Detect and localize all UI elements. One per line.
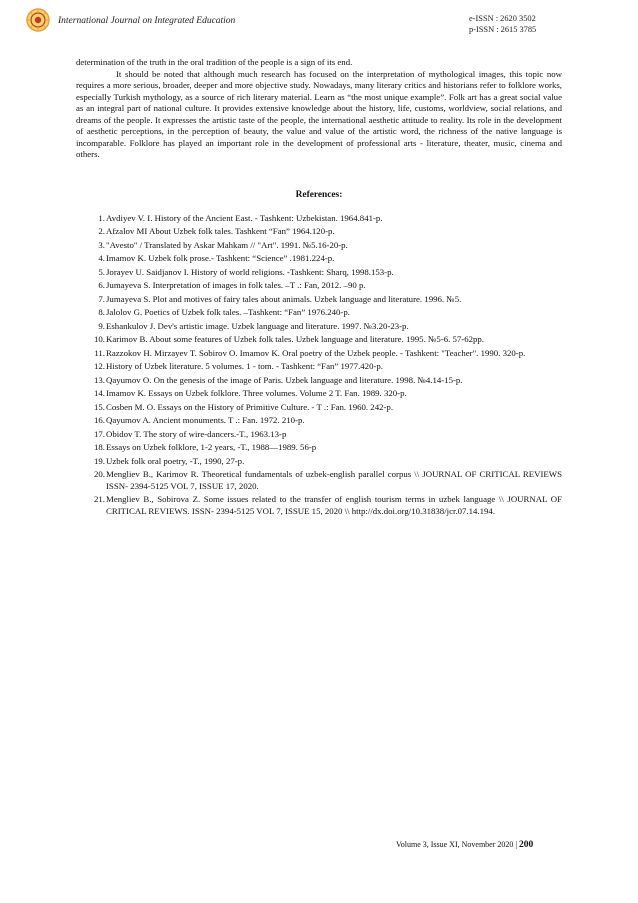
reference-number: 13. (94, 374, 105, 385)
reference-number: 2. (98, 226, 105, 236)
reference-text: Essays on Uzbek folklore, 1-2 years, -T., 1988—1989. 56-p (106, 442, 317, 452)
reference-number: 20. (94, 469, 105, 479)
volume-info: Volume 3, Issue XI, November 2020 | (396, 840, 517, 849)
reference-item (76, 280, 562, 292)
reference-text: Qayumov A. Ancient monuments. T .: Fan. 1972. 210-p. (106, 415, 305, 425)
main-content (76, 57, 562, 519)
reference-number: 7. (98, 293, 105, 304)
reference-text: Karimov B. About some features of Uzbek folk tales. Uzbek language and literature. 1995. №5-6. 57-62pp. (106, 334, 485, 344)
reference-item (76, 307, 562, 319)
references-heading: References: (295, 189, 343, 200)
reference-number: 16. (94, 415, 105, 425)
reference-item (76, 429, 562, 441)
reference-text: Qayumov O. On the genesis of the image of Paris. Uzbek language and literature. 1998. №4.14-15-p. (106, 374, 463, 385)
page-footer (396, 840, 533, 850)
reference-text: Cosben M. O. Essays on the History of Primitive Culture. - T .: Fan. 1960. 242-p. (106, 401, 394, 412)
body-paragraph-2: It should be noted that although much research has focused on the interpretation of mythological images, this topic now requires a more serious, broader, deeper and more objective study. Nowadays, many literary critics and historians refer to folklore works, especially Turkish mythology, as a source of rich literary material. Learn as “the most unique example”. Folk art has a great social value as an integral part of national culture. It provides extensive knowledge about the history, life, customs, worldview, social relations, and dreams of the people. It expresses the artistic taste of the people, the international aesthetic attitude to reality. Its role in the development of aesthetic perceptions, in the perception of beauty, the value and value of the artistic word, the richness of the native language is incomparable. Folklore has played an important role in the development of professional arts - literature, theater, music, cinema and others. (76, 68, 562, 159)
reference-number: 19. (94, 455, 105, 466)
reference-text: Afzalov MI About Uzbek folk tales. Tashkent “Fan” 1964.120-p. (106, 226, 335, 236)
reference-number: 15. (94, 401, 105, 412)
reference-item (76, 213, 562, 225)
reference-item (76, 267, 562, 279)
reference-text: Imamov K. Uzbek folk prose.- Tashkent: “Science” .1981.224-p. (106, 253, 335, 263)
reference-item (76, 375, 562, 387)
reference-item (76, 294, 562, 306)
reference-item (76, 456, 562, 468)
reference-number: 5. (98, 266, 105, 277)
body-paragraph-1: determination of the truth in the oral tradition of the people is a sign of its end. (76, 57, 353, 67)
reference-text: Eshankulov J. Dev's artistic image. Uzbek language and literature. 1997. №3.20-23-p. (106, 320, 409, 331)
reference-text: Jalolov G. Poetics of Uzbek folk tales. –Tashkent: “Fan” 1976.240-p. (106, 307, 350, 317)
journal-logo-icon (26, 8, 50, 32)
reference-item (76, 361, 562, 373)
reference-item (76, 226, 562, 238)
issn-block (469, 13, 536, 35)
reference-number: 12. (94, 361, 105, 371)
reference-item (76, 253, 562, 265)
reference-item (76, 415, 562, 427)
reference-text: Razzokov H. Mirzayev T. Sobirov O. Imamov K. Oral poetry of the Uzbek people. - Tashkent: "Teacher". 1990. 320-p. (106, 347, 526, 358)
reference-text: Jumayeva S. Interpretation of images in folk tales. –T .: Fan, 2012. –90 p. (106, 280, 366, 290)
reference-item (76, 442, 562, 454)
reference-text: Mengliev B., Karimov R. Theoretical fundamentals of uzbek-english parallel corpus \\ JOURNAL OF CRITICAL REVIEWS ISSN- 2394-5125 VOL 7, ISSUE 17, 2020. (106, 469, 562, 491)
pissn: p-ISSN : 2615 3785 (469, 25, 537, 34)
reference-text: Imamov K. Essays on Uzbek folklore. Three volumes. Volume 2 T. Fan. 1989. 320-p. (106, 388, 407, 398)
reference-text: Jorayev U. Saidjanov I. History of world religions. -Tashkent: Sharq, 1998.153-p. (106, 266, 394, 277)
reference-text: Avdiyev V. I. History of the Ancient East. - Tashkent: Uzbekistan. 1964.841-p. (106, 212, 383, 223)
reference-number: 1. (98, 212, 105, 223)
references-list (76, 213, 562, 518)
journal-name: International Journal on Integrated Education (58, 16, 236, 26)
reference-item (76, 388, 562, 400)
reference-item (76, 321, 562, 333)
eissn: e-ISSN : 2620 3502 (469, 14, 536, 23)
reference-item (76, 469, 562, 492)
reference-number: 8. (98, 307, 105, 317)
reference-number: 3. (98, 239, 105, 250)
reference-text: Mengliev B., Sobirova Z. Some issues related to the transfer of english tourism terms in uzbek language \\ JOURNAL OF CRITICAL REVIEWS. ISSN- 2394-5125 VOL 7, ISSUE 15, 2020 \\ http://dx.doi.org/10.31838/jcr.07.14.194. (106, 494, 562, 516)
reference-text: History of Uzbek literature. 5 volumes. 1 - tom. - Tashkent: “Fan” 1977.420-p. (106, 361, 383, 371)
page-number: 200 (519, 840, 534, 850)
reference-number: 11. (94, 347, 105, 358)
reference-number: 10. (94, 334, 105, 344)
reference-number: 9. (98, 320, 105, 331)
reference-number: 14. (94, 388, 105, 398)
page-header (26, 8, 616, 38)
reference-text: Obidov T. The story of wire-dancers.-T., 1963.13-p (106, 428, 287, 439)
reference-item (76, 240, 562, 252)
reference-item (76, 334, 562, 346)
reference-item (76, 494, 562, 517)
reference-number: 18. (94, 442, 105, 452)
reference-text: Jumayeva S. Plot and motives of fairy tales about animals. Uzbek language and literature. 1996. №5. (106, 293, 462, 304)
reference-number: 17. (94, 428, 105, 439)
reference-item (76, 402, 562, 414)
reference-number: 21. (94, 494, 105, 504)
reference-number: 4. (98, 253, 105, 263)
reference-item (76, 348, 562, 360)
reference-text: Uzbek folk oral poetry, -T., 1990, 27-p. (106, 455, 245, 466)
reference-text: "Avesto" / Translated by Askar Mahkam // "Art". 1991. №5.16-20-p. (106, 239, 348, 250)
reference-number: 6. (98, 280, 105, 290)
